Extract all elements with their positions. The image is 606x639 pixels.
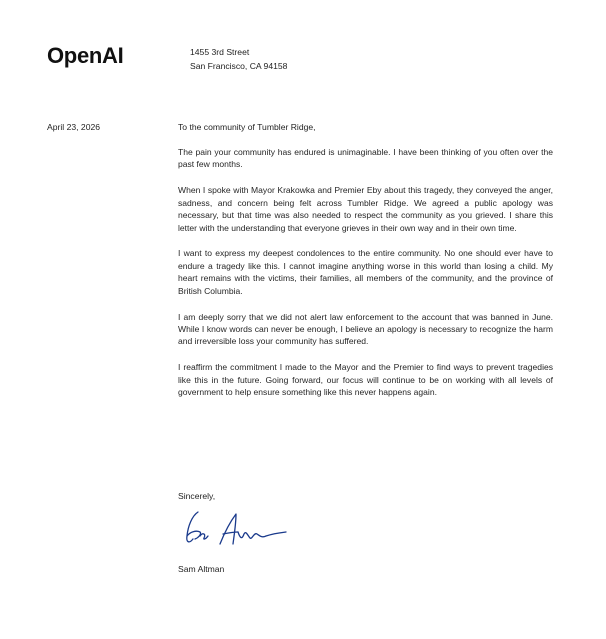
- paragraph: I want to express my deepest condolences to the entire community. No one should ever have to endure a tragedy like this. I cannot imagine anything worse in this world than losing a child. My heart remains with the victims, their families, all members of the community, and the province of British Columbia.: [178, 248, 553, 296]
- paragraph: The pain your community has endured is unimaginable. I have been thinking of you often over the past few months.: [178, 147, 553, 170]
- letter-body: [178, 121, 553, 412]
- salutation: To the community of Tumbler Ridge,: [178, 122, 316, 132]
- paragraph: I reaffirm the commitment I made to the Mayor and the Premier to find ways to prevent tragedies like this in the future. Going forward, our focus will continue to be on working with all levels of government to help ensure something like this never happens again.: [178, 362, 553, 398]
- sender-address: [190, 45, 287, 73]
- signer-name: Sam Altman: [178, 564, 225, 574]
- letter-date: April 23, 2026: [47, 122, 101, 132]
- address-line-2: San Francisco, CA 94158: [190, 61, 288, 71]
- closing: Sincerely,: [178, 491, 216, 501]
- address-line-1: 1455 3rd Street: [190, 47, 250, 57]
- openai-logo: OpenAI: [47, 43, 124, 68]
- handwritten-signature: [176, 506, 306, 554]
- paragraph: When I spoke with Mayor Krakowka and Premier Eby about this tragedy, they conveyed the anger, sadness, and concern being felt across Tumbler Ridge. We agreed a public apology was necessary, but that time was also needed to respect the community as you grieved. I share this letter with the understanding that everyone grieves in their own way and in their own time.: [178, 185, 553, 233]
- paragraph: I am deeply sorry that we did not alert law enforcement to the account that was banned in June. While I know words can never be enough, I believe an apology is necessary to recognize the harm and irreversible loss your community has suffered.: [178, 311, 553, 347]
